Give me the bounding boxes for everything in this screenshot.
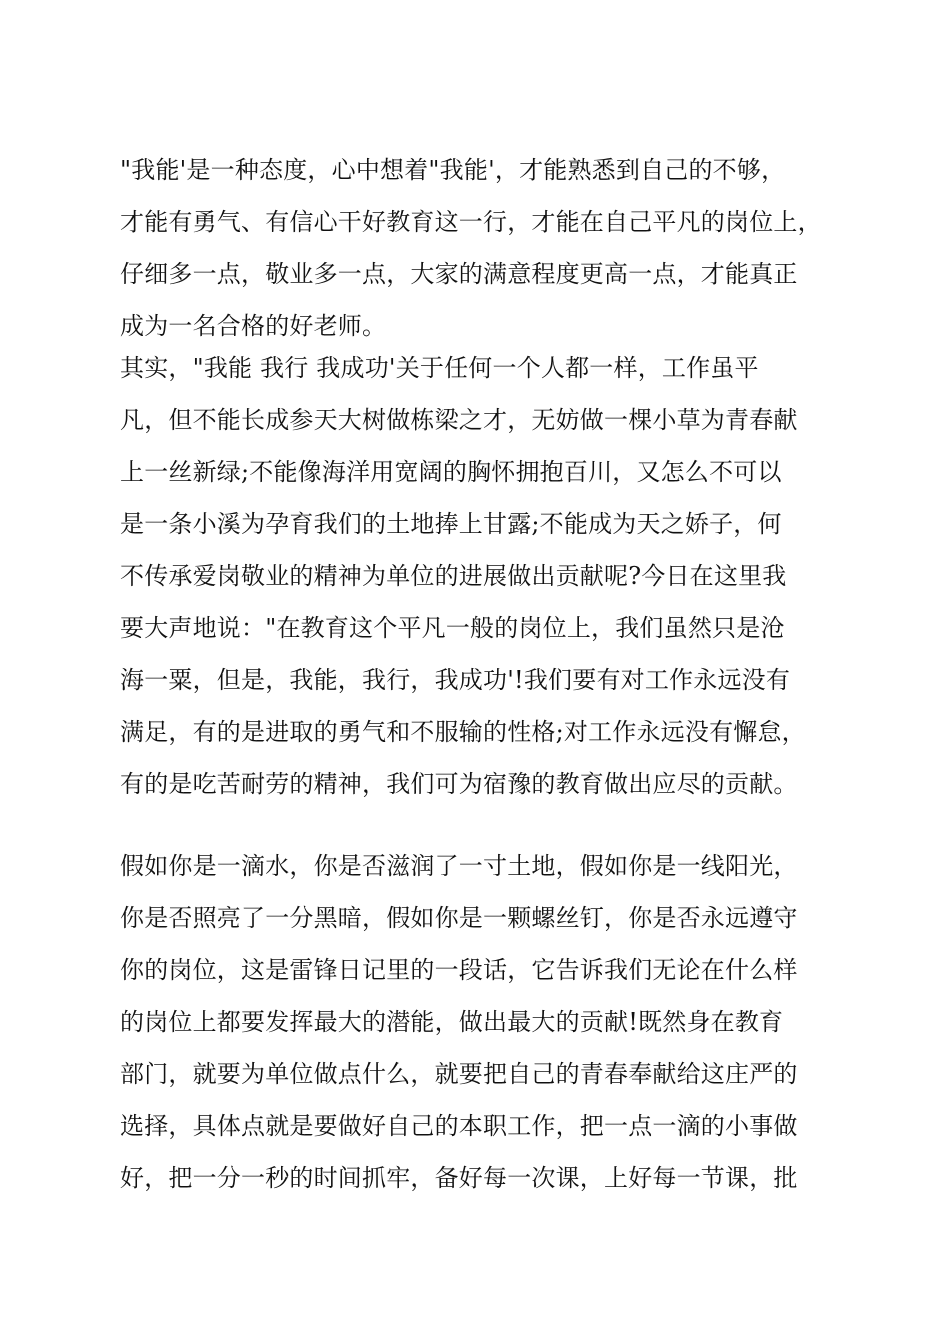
text-line: 你是否照亮了一分黑暗，假如你是一颗螺丝钉，你是否永远遵守 (120, 904, 798, 932)
text-line: 上一丝新绿;不能像海洋用宽阔的胸怀拥抱百川，又怎么不可以 (120, 458, 782, 486)
text-line: 仔细多一点，敬业多一点，大家的满意程度更高一点，才能真正 (120, 260, 798, 288)
text-line: 不传承爱岗敬业的精神为单位的进展做出贡献呢?今日在这里我 (120, 562, 787, 590)
text-line: 凡，但不能长成参天大树做栋梁之才，无妨做一棵小草为青春献 (120, 406, 798, 434)
text-line: 你的岗位，这是雷锋日记里的一段话，它告诉我们无论在什么样 (120, 956, 798, 984)
text-line: 要大声地说："在教育这个平凡一般的岗位上，我们虽然只是沧 (120, 614, 785, 642)
text-line: 是一条小溪为孕育我们的土地捧上甘露;不能成为天之娇子，何 (120, 510, 782, 538)
paragraph-2 (120, 342, 860, 810)
text-line: 的岗位上都要发挥最大的潜能，做出最大的贡献!既然身在教育 (120, 1008, 784, 1036)
text-line: "我能'是一种态度，心中想着"我能'，才能熟悉到自己的不够， (120, 156, 786, 184)
text-line: 才能有勇气、有信心干好教育这一行，才能在自己平凡的岗位上， (120, 208, 822, 236)
text-line: 假如你是一滴水，你是否滋润了一寸土地，假如你是一线阳光， (120, 852, 798, 880)
paragraph-1 (120, 144, 860, 352)
paragraph-3 (120, 840, 860, 1204)
text-line: 海一粟，但是，我能，我行，我成功'!我们要有对工作永远没有 (120, 666, 791, 694)
text-line: 满足，有的是进取的勇气和不服输的性格;对工作永远没有懈怠， (120, 718, 806, 746)
text-line: 其实，"我能 我行 我成功'关于任何一个人都一样，工作虽平 (120, 354, 759, 382)
text-line: 部门，就要为单位做点什么，就要把自己的青春奉献给这庄严的 (120, 1060, 798, 1088)
text-line: 成为一名合格的好老师。 (120, 312, 387, 340)
text-line: 好，把一分一秒的时间抓牢，备好每一次课，上好每一节课，批 (120, 1164, 798, 1192)
text-line: 有的是吃苦耐劳的精神，我们可为宿豫的教育做出应尽的贡献。 (120, 770, 798, 798)
text-line: 选择，具体点就是要做好自己的本职工作，把一点一滴的小事做 (120, 1112, 798, 1140)
